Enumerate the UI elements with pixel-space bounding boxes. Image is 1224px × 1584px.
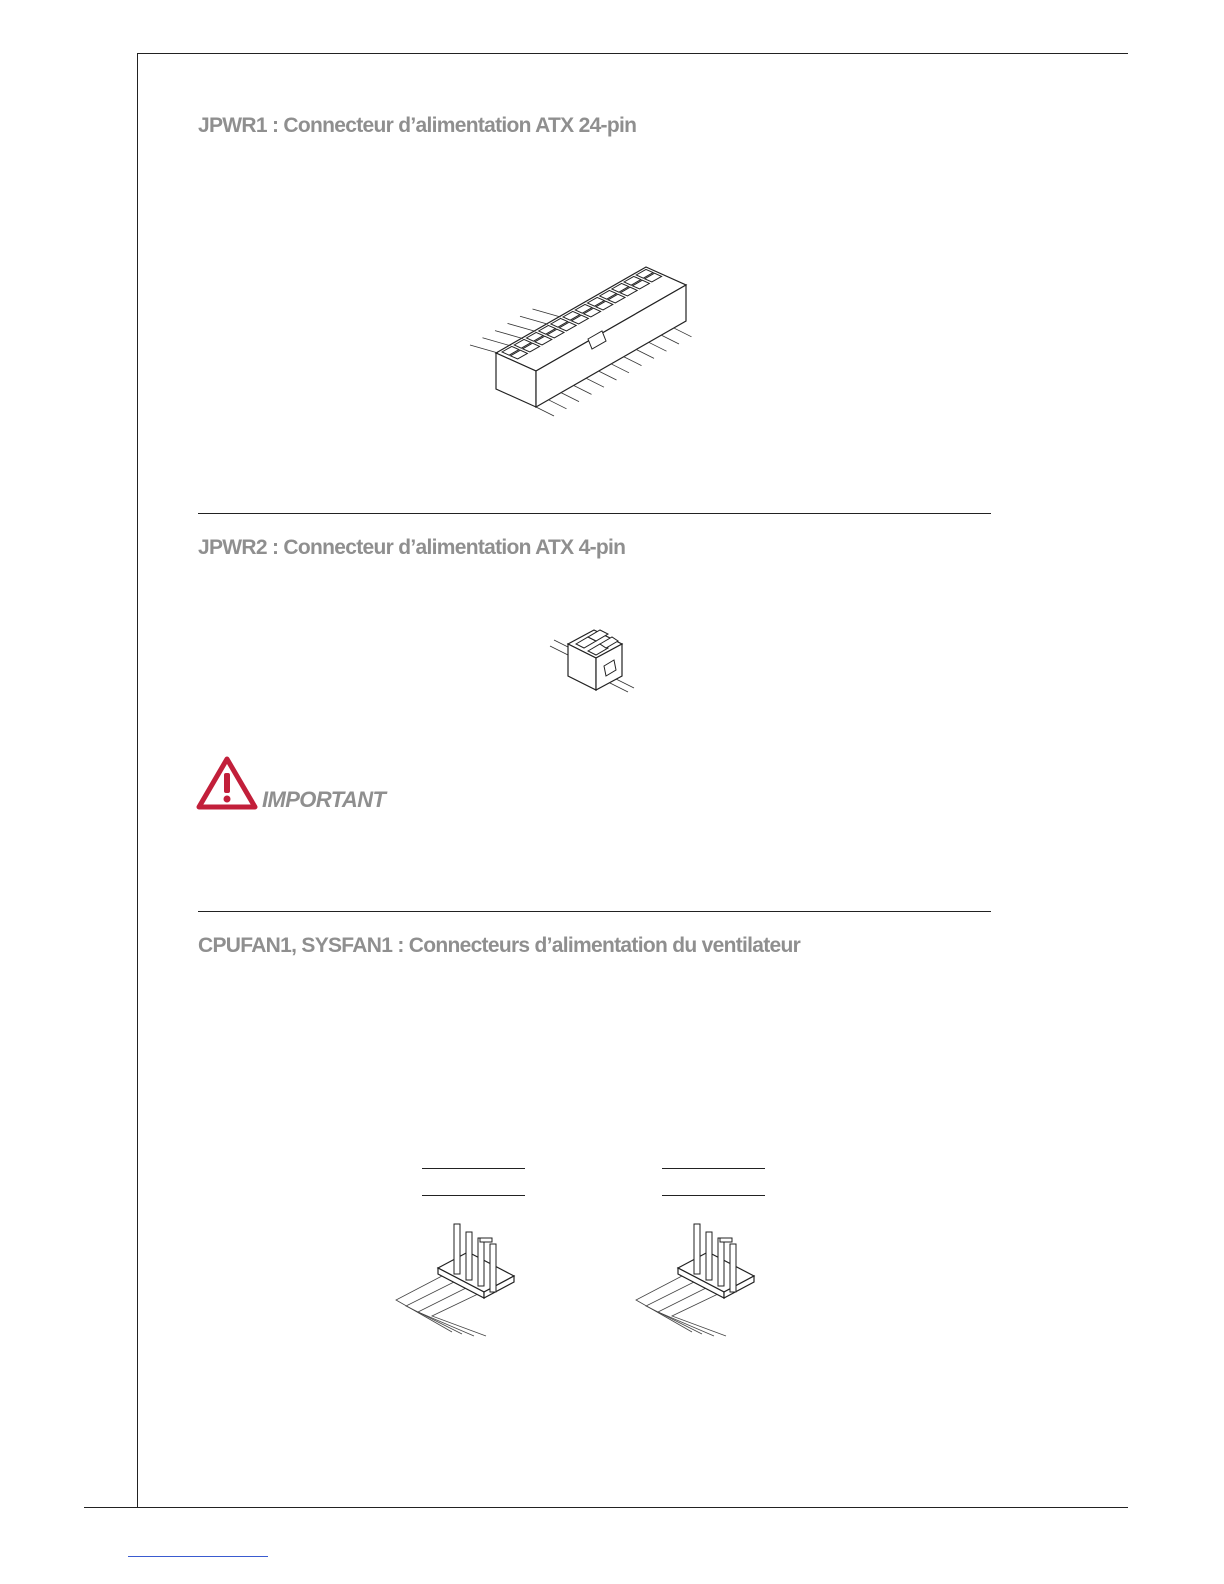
footer-link-underline — [128, 1556, 268, 1557]
section-divider-2 — [198, 911, 991, 912]
lead-line — [495, 331, 523, 339]
lead-line — [611, 364, 629, 373]
lead-line — [549, 400, 567, 409]
page-frame-bottom-rule — [84, 1507, 1128, 1508]
section-divider-1 — [198, 513, 991, 514]
lead-line — [508, 323, 536, 331]
lead-line — [533, 309, 561, 317]
warning-triangle-icon — [196, 756, 258, 810]
lead-line — [561, 393, 579, 402]
lead-line — [624, 357, 642, 366]
page-frame-top-rule — [137, 53, 1128, 54]
cpufan-label-line-2 — [422, 1195, 525, 1196]
lead-line — [661, 335, 679, 344]
page-frame-left-rule — [137, 53, 138, 1508]
lead-line — [586, 378, 604, 387]
lead-line — [483, 338, 511, 346]
lead-line — [574, 385, 592, 394]
lead-line — [470, 345, 498, 353]
lead-line — [649, 342, 667, 351]
atx-24-pin-connector-figure — [460, 255, 720, 425]
fan-connectors-heading: CPUFAN1, SYSFAN1 : Connecteurs d’alimentation du ventilateur — [198, 934, 801, 957]
lead-line — [599, 371, 617, 380]
sysfan-connector-figure — [632, 1218, 772, 1338]
sysfan-label-line-1 — [662, 1168, 765, 1169]
cpufan-label-line-1 — [422, 1168, 525, 1169]
lead-line — [674, 328, 692, 337]
jpwr1-heading: JPWR1 : Connecteur d’alimentation ATX 24-pin — [198, 114, 637, 137]
important-label: IMPORTANT — [262, 787, 386, 812]
atx-4-pin-connector-figure — [544, 626, 644, 696]
lead-line — [636, 349, 654, 358]
sysfan-label-line-2 — [662, 1195, 765, 1196]
jpwr2-heading: JPWR2 : Connecteur d’alimentation ATX 4-pin — [198, 536, 626, 559]
cpufan-connector-figure — [392, 1218, 532, 1338]
lead-line — [536, 407, 554, 416]
lead-line — [520, 316, 548, 324]
